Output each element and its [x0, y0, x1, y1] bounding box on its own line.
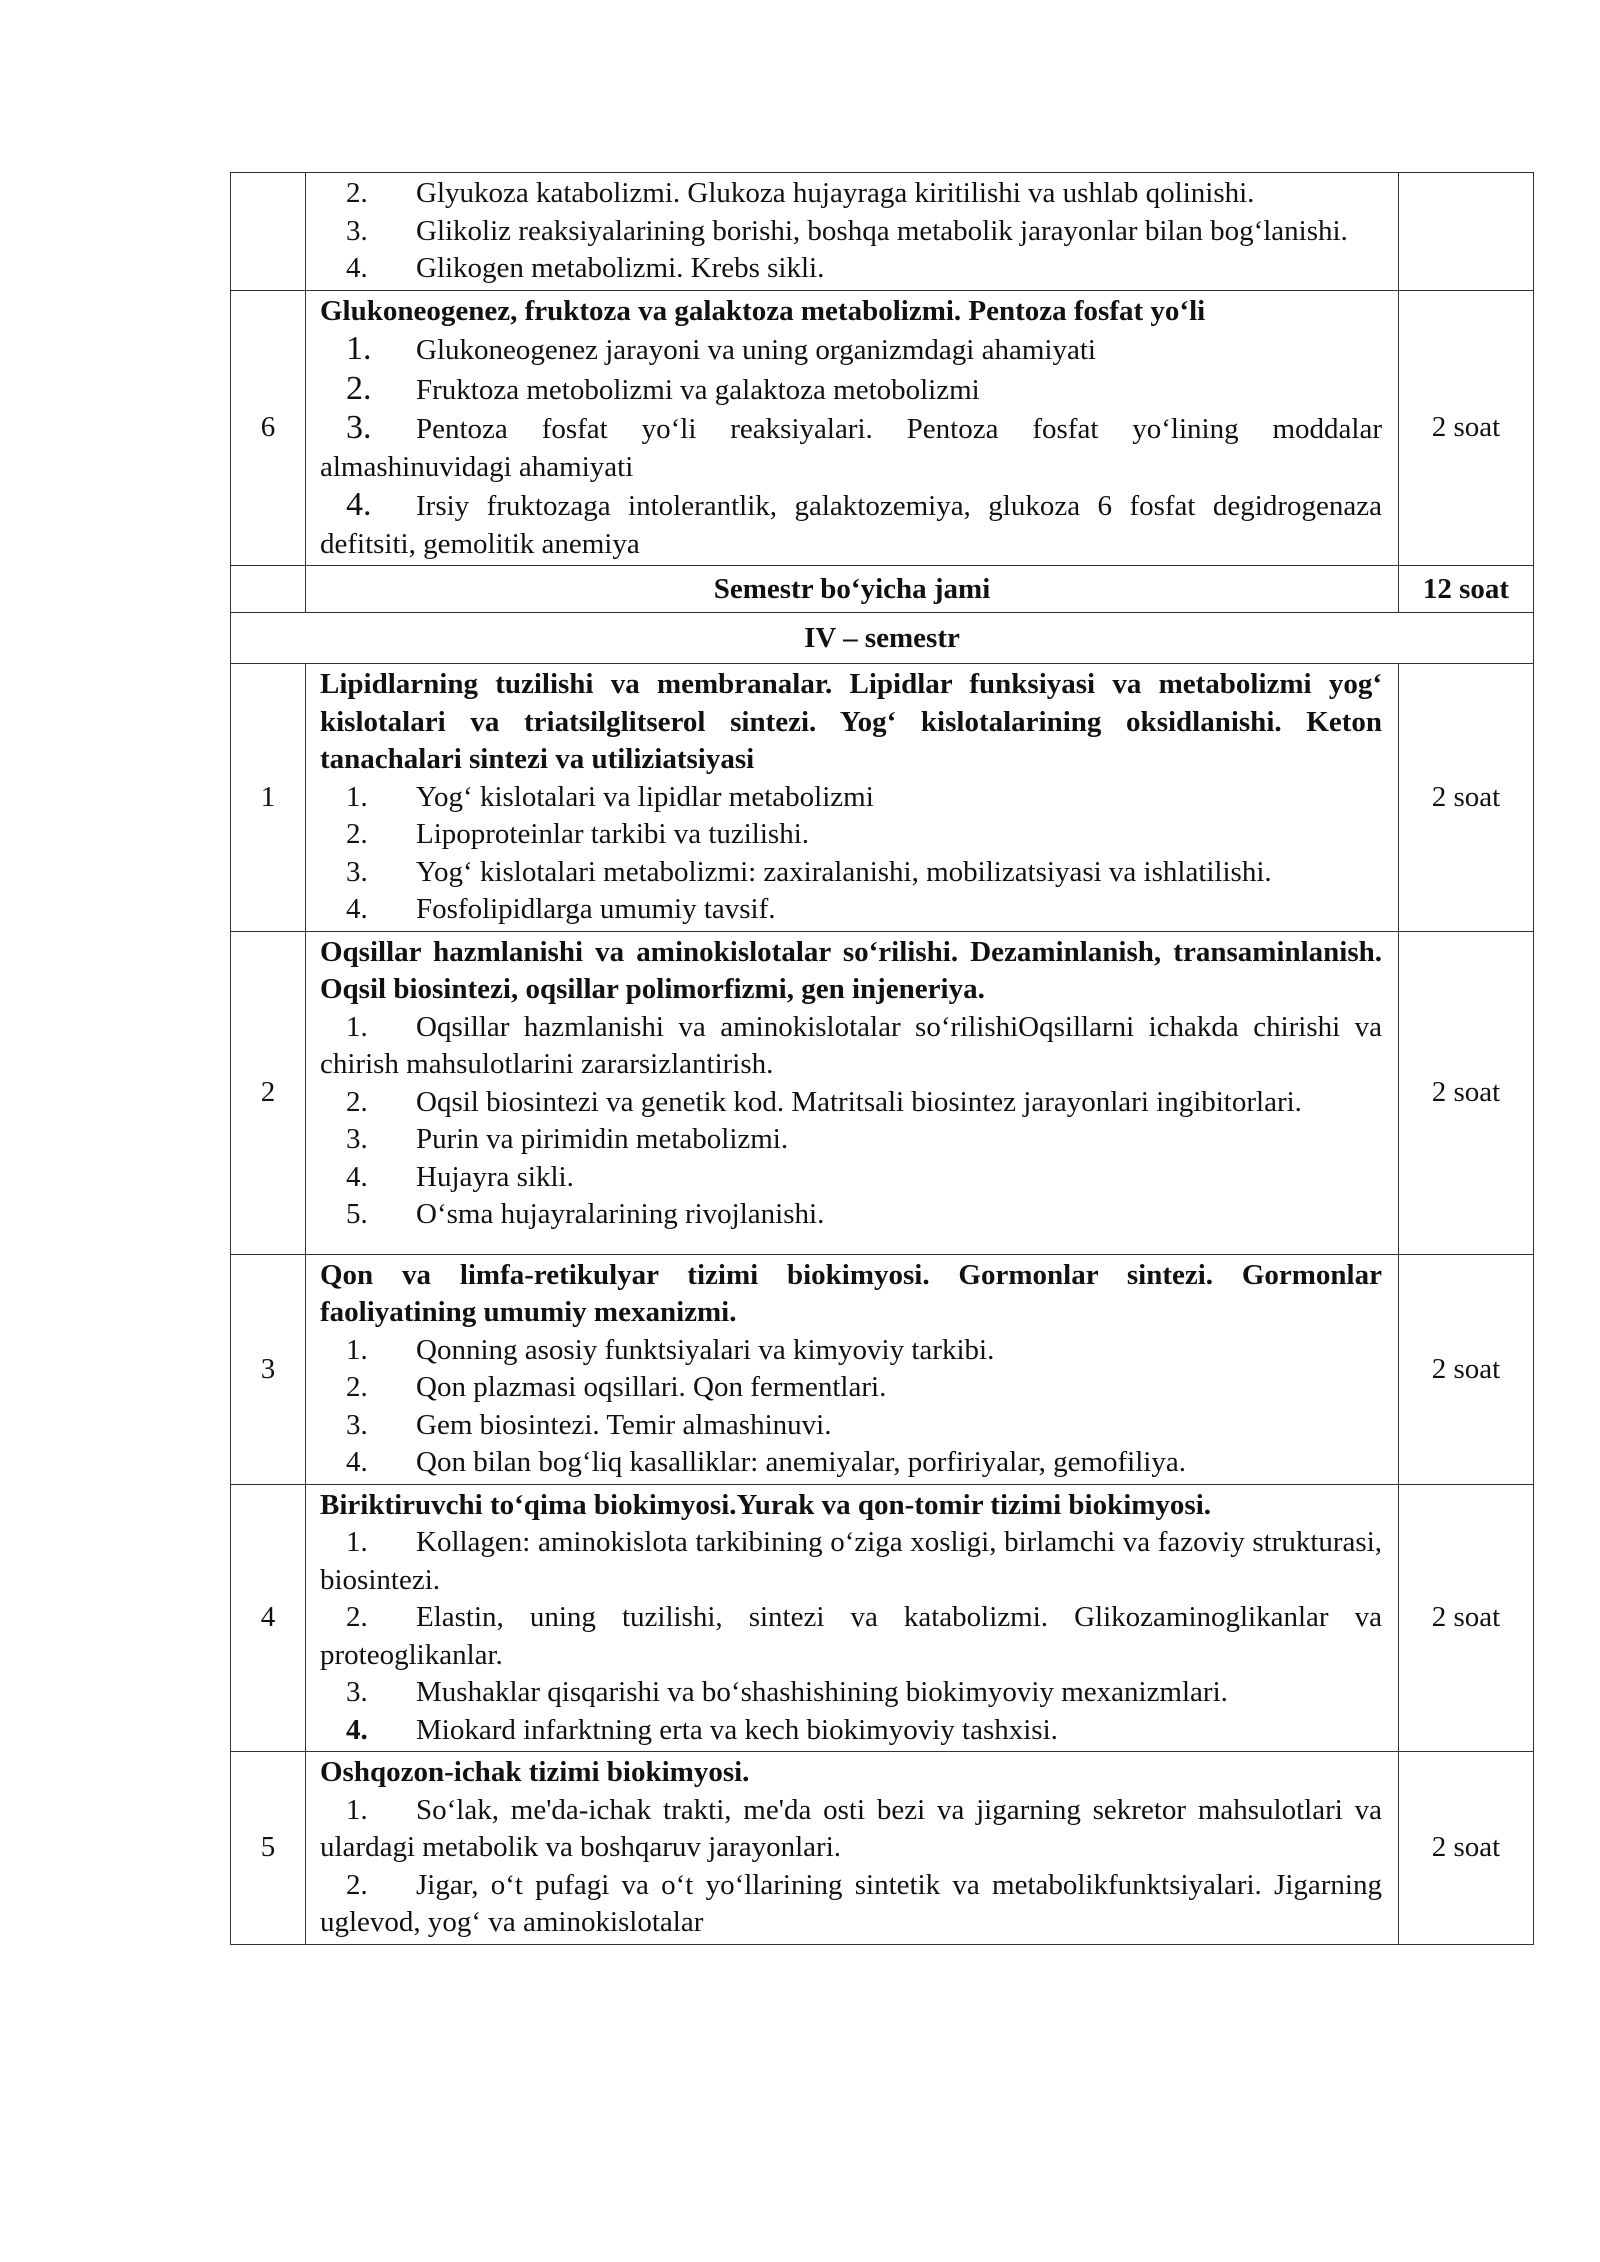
row-hours: 2 soat — [1399, 1254, 1534, 1484]
semester-total-hours: 12 soat — [1399, 566, 1534, 613]
topic-title: Oqsillar hazmlanishi va aminokislotalar so‘rilishi. Dezaminlanish, transaminlanish. Oqsil biosintezi, oqsillar polimorfizmi, gen injeneriya. — [320, 935, 1382, 1005]
list-item: 4. Miokard infarktning erta va kech biokimyoviy tashxisi. — [346, 1713, 1058, 1746]
list-item: 2. Lipoproteinlar tarkibi va tuzilishi. — [346, 818, 810, 850]
list-item: 1. Yog‘ kislotalari va lipidlar metabolizmi — [346, 780, 874, 813]
row-hours: 2 soat — [1399, 664, 1534, 932]
list-item: 4. Hujayra sikli. — [346, 1160, 574, 1193]
list-item: 4. Fosfolipidlarga umumiy tavsif. — [346, 893, 776, 925]
table-row — [231, 1484, 1534, 1752]
list-item: 2. Qon plazmasi oqsillari. Qon fermentlari. — [346, 1371, 887, 1403]
list-item: 1. Glukoneogenez jarayoni va uning organizmdagi ahamiyati — [346, 330, 1096, 367]
row-number: 6 — [231, 290, 306, 566]
semester-header-row — [231, 613, 1534, 664]
semester-total-label: Semestr bo‘yicha jami — [306, 566, 1399, 613]
row-number: 3 — [231, 1254, 306, 1484]
empty-cell — [231, 566, 306, 613]
row-content — [306, 290, 1399, 566]
list-item: 1. Qonning asosiy funktsiyalari va kimyoviy tarkibi. — [346, 1333, 995, 1366]
table-row — [231, 173, 1534, 291]
list-item: 3. Yog‘ kislotalari metabolizmi: zaxiralanishi, mobilizatsiyasi va ishlatilishi. — [346, 855, 1272, 888]
list-item: 4. Qon bilan bog‘liq kasalliklar: anemiyalar, porfiriyalar, gemofiliya. — [346, 1446, 1186, 1478]
list-item: 3. Purin va pirimidin metabolizmi. — [346, 1123, 789, 1155]
topic-title: Oshqozon-ichak tizimi biokimyosi. — [320, 1756, 750, 1788]
row-hours: 2 soat — [1399, 931, 1534, 1254]
list-item: 1. So‘lak, me'da-ichak trakti, me'da osti bezi va jigarning sekretor mahsulotlari va ulardagi metabolik va boshqaruv jarayonlari. — [320, 1793, 1382, 1863]
row-number: 1 — [231, 664, 306, 932]
list-item: 1. Oqsillar hazmlanishi va aminokislotalar so‘rilishiOqsillarni ichakda chirishi va chirish mahsulotlarini zararsizlantirish. — [320, 1010, 1382, 1080]
list-item: 4. Glikogen metabolizmi. Krebs sikli. — [346, 252, 825, 284]
list-item: 4. Irsiy fruktozaga intolerantlik, galaktozemiya, glukoza 6 fosfat degidrogenaza defitsiti, gemolitik anemiya — [320, 486, 1382, 560]
table-row — [231, 1254, 1534, 1484]
list-item: 3. Glikoliz reaksiyalarining borishi, boshqa metabolik jarayonlar bilan bog‘lanishi. — [346, 214, 1348, 247]
list-item: 5. O‘sma hujayralarining rivojlanishi. — [346, 1198, 825, 1230]
list-item: 1. Kollagen: aminokislota tarkibining o‘ziga xosligi, birlamchi va fazoviy strukturasi, biosintezi. — [320, 1526, 1382, 1596]
row-content — [306, 1254, 1399, 1484]
list-item: 2. Jigar, o‘t pufagi va o‘t yo‘llarining sintetik va metabolikfunktsiyalari. Jigarning uglevod, yog‘ va aminokislotalar — [320, 1868, 1382, 1938]
row-number: 2 — [231, 931, 306, 1254]
list-item: 2. Fruktoza metobolizmi va galaktoza metobolizmi — [346, 369, 980, 407]
semester-total-row — [231, 566, 1534, 613]
list-item: 2. Elastin, uning tuzilishi, sintezi va katabolizmi. Glikozaminoglikanlar va proteoglikanlar. — [320, 1601, 1382, 1671]
row-content — [306, 173, 1399, 291]
syllabus-table — [230, 172, 1534, 1945]
list-item: 3. Pentoza fosfat yo‘li reaksiyalari. Pentoza fosfat yo‘lining moddalar almashinuvidagi ahamiyati — [320, 409, 1382, 483]
row-number: 5 — [231, 1752, 306, 1945]
row-content — [306, 1484, 1399, 1752]
table-row — [231, 1752, 1534, 1945]
table-row — [231, 664, 1534, 932]
row-number: 4 — [231, 1484, 306, 1752]
list-item: 3. Mushaklar qisqarishi va bo‘shashishining biokimyoviy mexanizmlari. — [346, 1676, 1228, 1708]
table-row — [231, 931, 1534, 1254]
row-hours: 2 soat — [1399, 1752, 1534, 1945]
row-hours: 2 soat — [1399, 290, 1534, 566]
row-hours — [1399, 173, 1534, 291]
topic-title: Lipidlarning tuzilishi va membranalar. Lipidlar funksiyasi va metabolizmi yog‘ kislotalari va triatsilglitserol sintezi. Yog‘ kislotalarining oksidlanishi. Keton tanachalari sintezi va utiliziatsiyasi — [320, 668, 1382, 775]
list-item: 2. Glyukoza katabolizmi. Glukoza hujayraga kiritilishi va ushlab qolinishi. — [346, 177, 1255, 209]
row-content — [306, 664, 1399, 932]
row-content — [306, 931, 1399, 1254]
topic-title: Glukoneogenez, fruktoza va galaktoza metabolizmi. Pentoza fosfat yo‘li — [320, 294, 1206, 327]
row-hours: 2 soat — [1399, 1484, 1534, 1752]
topic-title: Qon va limfa-retikulyar tizimi biokimyosi. Gormonlar sintezi. Gormonlar faoliyatining umumiy mexanizmi. — [320, 1258, 1382, 1328]
list-item: 2. Oqsil biosintezi va genetik kod. Matritsali biosintez jarayonlari ingibitorlari. — [346, 1085, 1302, 1118]
topic-title: Biriktiruvchi to‘qima biokimyosi.Yurak va qon-tomir tizimi biokimyosi. — [320, 1488, 1212, 1521]
semester-header: IV – semestr — [231, 613, 1534, 664]
row-number — [231, 173, 306, 291]
table-row — [231, 290, 1534, 566]
row-content — [306, 1752, 1399, 1945]
list-item: 3. Gem biosintezi. Temir almashinuvi. — [346, 1408, 832, 1441]
